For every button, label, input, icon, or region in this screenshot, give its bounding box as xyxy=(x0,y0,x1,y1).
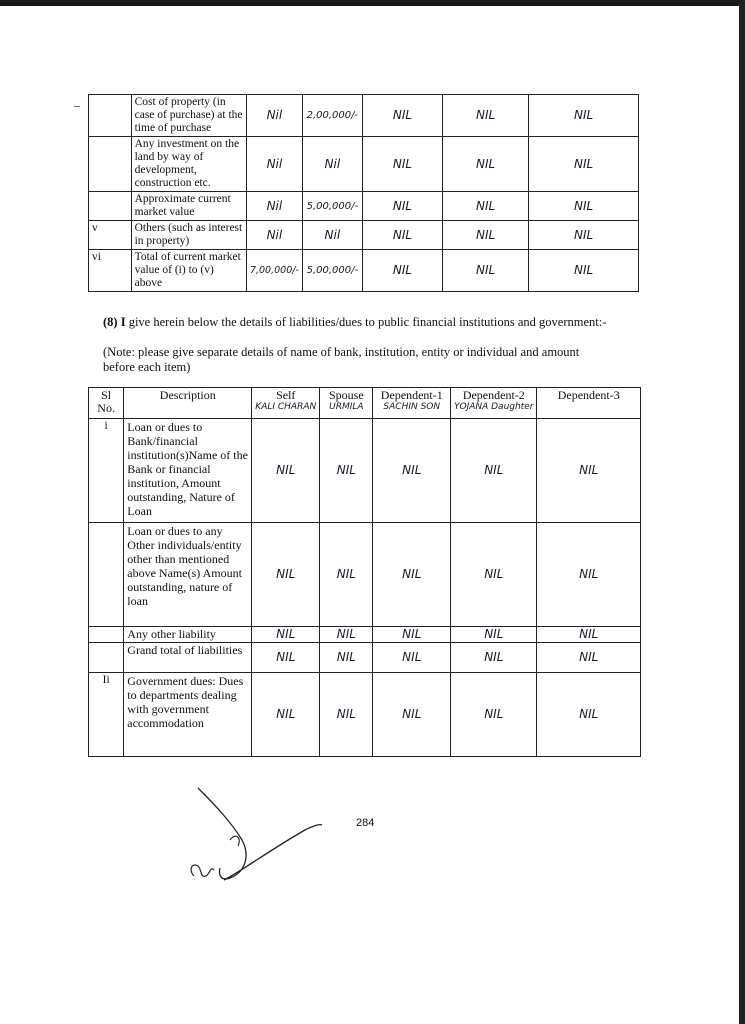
table-row xyxy=(89,627,641,643)
value-dependent-3: NIL xyxy=(537,627,641,643)
value-spouse: NIL xyxy=(320,673,373,757)
value-spouse: 5,00,000/- xyxy=(302,192,362,221)
handwritten-name: SACHIN SON xyxy=(383,402,441,412)
header-self xyxy=(252,388,320,419)
header-label: Dependent-3 xyxy=(557,388,620,402)
scan-top-edge xyxy=(0,0,745,6)
value-self: 7,00,000/- xyxy=(246,250,302,292)
row-number xyxy=(89,627,124,643)
value-dependent-2: NIL xyxy=(451,673,537,757)
value-dependent-3: NIL xyxy=(537,643,641,673)
value-dependent-1: NIL xyxy=(362,95,442,137)
row-description: Any other liability xyxy=(124,627,252,643)
header-description: Description xyxy=(124,388,252,419)
row-description: Loan or dues to Bank/financial institution(s)Name of the Bank or financial institution, Amount outstanding, Nature of Loan xyxy=(124,419,252,523)
header-dependent-1 xyxy=(373,388,451,419)
header-label: Dependent-2 xyxy=(462,388,525,402)
row-description: Grand total of liabilities xyxy=(124,643,252,673)
table-row xyxy=(89,137,639,192)
table-row xyxy=(89,419,641,523)
value-spouse: 5,00,000/- xyxy=(302,250,362,292)
table-row xyxy=(89,221,639,250)
handwritten-name: KALI CHARAN xyxy=(255,402,317,412)
value-self: NIL xyxy=(252,523,320,627)
row-number: v xyxy=(89,221,132,250)
value-dependent-2: NIL xyxy=(443,192,529,221)
row-number xyxy=(89,137,132,192)
value-dependent-2: NIL xyxy=(451,523,537,627)
value-spouse: Nil xyxy=(302,137,362,192)
value-dependent-2: NIL xyxy=(451,643,537,673)
header-dependent-2 xyxy=(451,388,537,419)
value-dependent-1: NIL xyxy=(362,137,442,192)
header-spouse xyxy=(320,388,373,419)
value-spouse: NIL xyxy=(320,419,373,523)
table-row xyxy=(89,250,639,292)
value-self: Nil xyxy=(246,95,302,137)
row-description: Government dues: Dues to departments dealing with government accommodation xyxy=(124,673,252,757)
value-spouse: NIL xyxy=(320,523,373,627)
table-row xyxy=(89,523,641,627)
row-description: Approximate current market value xyxy=(131,192,246,221)
value-spouse: Nil xyxy=(302,221,362,250)
value-self: Nil xyxy=(246,137,302,192)
value-dependent-2: NIL xyxy=(443,137,529,192)
section-8-heading xyxy=(103,315,643,330)
value-dependent-3: NIL xyxy=(529,95,639,137)
value-self: Nil xyxy=(246,221,302,250)
table-row xyxy=(89,192,639,221)
row-description: Total of current market value of (i) to (v) above xyxy=(131,250,246,292)
signature xyxy=(180,780,340,900)
header-dependent-3 xyxy=(537,388,641,419)
section-8-number: (8) I xyxy=(103,315,126,329)
value-dependent-2: NIL xyxy=(443,250,529,292)
value-self: NIL xyxy=(252,627,320,643)
value-dependent-1: NIL xyxy=(362,192,442,221)
handwritten-name: URMILA xyxy=(329,402,364,412)
value-dependent-3: NIL xyxy=(529,192,639,221)
row-number xyxy=(89,95,132,137)
margin-dash: – xyxy=(74,98,80,112)
liabilities-table xyxy=(88,387,641,757)
value-dependent-3: NIL xyxy=(537,419,641,523)
value-dependent-3: NIL xyxy=(529,221,639,250)
table-row xyxy=(89,673,641,757)
value-dependent-2: NIL xyxy=(443,221,529,250)
value-dependent-3: NIL xyxy=(537,523,641,627)
row-number: vi xyxy=(89,250,132,292)
value-dependent-1: NIL xyxy=(362,250,442,292)
value-dependent-3: NIL xyxy=(529,137,639,192)
row-description: Loan or dues to any Other individuals/entity other than mentioned above Name(s) Amount outstanding, nature of loan xyxy=(124,523,252,627)
header-label: Dependent-1 xyxy=(380,388,443,402)
value-dependent-1: NIL xyxy=(373,523,451,627)
row-number xyxy=(89,192,132,221)
header-sl-no: Sl No. xyxy=(89,388,124,419)
row-number xyxy=(89,523,124,627)
value-self: NIL xyxy=(252,673,320,757)
row-description: Others (such as interest in property) xyxy=(131,221,246,250)
header-label: Spouse xyxy=(328,388,364,402)
row-description: Cost of property (in case of purchase) at the time of purchase xyxy=(131,95,246,137)
table-row xyxy=(89,95,639,137)
header-row xyxy=(89,388,641,419)
table-row xyxy=(89,643,641,673)
value-dependent-2: NIL xyxy=(451,419,537,523)
value-self: NIL xyxy=(252,643,320,673)
row-description: Any investment on the land by way of development, construction etc. xyxy=(131,137,246,192)
scan-right-edge xyxy=(739,0,745,1024)
page-number: 284 xyxy=(356,817,375,829)
value-dependent-2: NIL xyxy=(443,95,529,137)
value-dependent-1: NIL xyxy=(373,419,451,523)
section-8-text: give herein below the details of liabilities/dues to public financial institutions and government:- xyxy=(125,315,607,329)
row-number xyxy=(89,643,124,673)
value-dependent-1: NIL xyxy=(373,673,451,757)
value-spouse: NIL xyxy=(320,643,373,673)
section-8-note: (Note: please give separate details of name of bank, institution, entity or individual and amount before each item) xyxy=(103,345,580,374)
row-number: Ii xyxy=(89,673,124,757)
value-dependent-1: NIL xyxy=(373,643,451,673)
value-dependent-1: NIL xyxy=(362,221,442,250)
header-label: Self xyxy=(276,388,296,402)
value-dependent-1: NIL xyxy=(373,627,451,643)
assets-table xyxy=(88,94,639,292)
value-dependent-2: NIL xyxy=(451,627,537,643)
handwritten-name: YOJANA Daughter xyxy=(454,402,534,412)
row-number: i xyxy=(89,419,124,523)
value-spouse: 2,00,000/- xyxy=(302,95,362,137)
value-dependent-3: NIL xyxy=(529,250,639,292)
value-self: NIL xyxy=(252,419,320,523)
value-spouse: NIL xyxy=(320,627,373,643)
value-dependent-3: NIL xyxy=(537,673,641,757)
value-self: Nil xyxy=(246,192,302,221)
